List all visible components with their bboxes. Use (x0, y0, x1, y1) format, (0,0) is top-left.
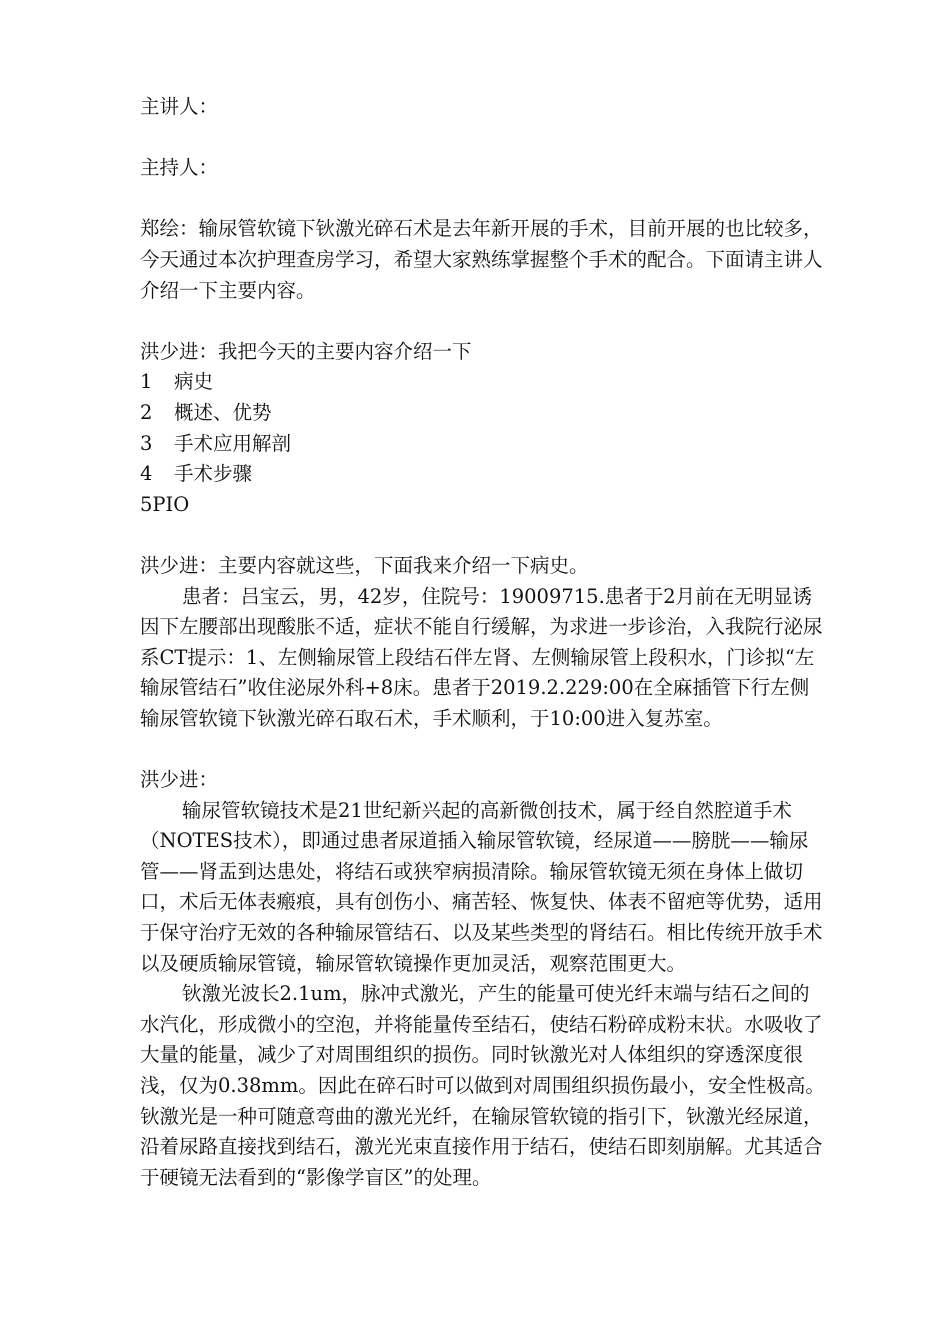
hong-speaker-label: 洪少进： (140, 768, 219, 792)
zheng-intro-paragraph: 郑绘：输尿管软镜下钬激光碎石术是去年新开展的手术，目前开展的也比较多，今天通过本次护理查房学习，希望大家熟练掌握整个手术的配合。下面请主讲人介绍一下主要内容。 (140, 217, 823, 302)
list-item-5pio: 5PIO (140, 492, 190, 516)
hong-outline-intro: 洪少进：我把今天的主要内容介绍一下 (140, 339, 472, 363)
list-item: 2 概述、优势 (140, 400, 272, 424)
list-item: 3 手术应用解剖 (140, 431, 292, 455)
speaker-line: 主讲人： (140, 95, 219, 118)
ureteroscope-tech-paragraph: 输尿管软镜技术是21世纪新兴起的高新微创技术，属于经自然腔道手术（NOTES技术），即通过患者尿道插入输尿管软镜，经尿道——膀胱——输尿管——肾盂到达患处，将结石或狭窄病损清除。输尿管软镜无须在身体上做切口，术后无体表瘢痕，具有创伤小、痛苦轻、恢复快、体表不留疤等优势，适用于保守治疗无效的各种输尿管结石、以及某些类型的肾结石。相比传统开放手术以及硬质输尿管镜，输尿管软镜操作更加灵活，观察范围更大。 (140, 798, 823, 975)
outline-list (140, 367, 825, 520)
holmium-laser-paragraph: 钬激光波长2.1um，脉冲式激光，产生的能量可使光纤末端与结石之间的水汽化，形成微小的空泡，并将能量传至结石，使结石粉碎成粉末状。水吸收了大量的能量，减少了对周围组织的损伤。同时钬激光对人体组织的穿透深度很浅，仅为0.38mm。因此在碎石时可以做到对周围组织损伤最小，安全性极高。钬激光是一种可随意弯曲的激光光纤，在输尿管软镜的指引下，钬激光经尿道，沿着尿路直接找到结石，激光光束直接作用于结石，使结石即刻崩解。尤其适合于硬镜无法看到的“影像学盲区”的处理。 (140, 982, 825, 1189)
document-body (140, 92, 825, 1193)
list-item: 4 手术步骤 (140, 462, 253, 486)
list-item: 1 病史 (140, 370, 214, 394)
hong-history-intro: 洪少进：主要内容就这些，下面我来介绍一下病史。 (140, 553, 589, 577)
host-line: 主持人： (140, 156, 219, 180)
patient-history-paragraph: 患者：吕宝云，男，42岁，住院号：19009715.患者于2月前在无明显诱因下左腰部出现酸胀不适，症状不能自行缓解，为求进一步诊治，入我院行泌尿系CT提示：1、左侧输尿管上段结石伴左肾、左侧输尿管上段积水，门诊拟“左输尿管结石”收住泌尿外科+8床。患者于2019.2.229:00在全麻插管下行左侧输尿管软镜下钬激光碎石取石术，手术顺利，于10:00进入复苏室。 (140, 584, 823, 730)
